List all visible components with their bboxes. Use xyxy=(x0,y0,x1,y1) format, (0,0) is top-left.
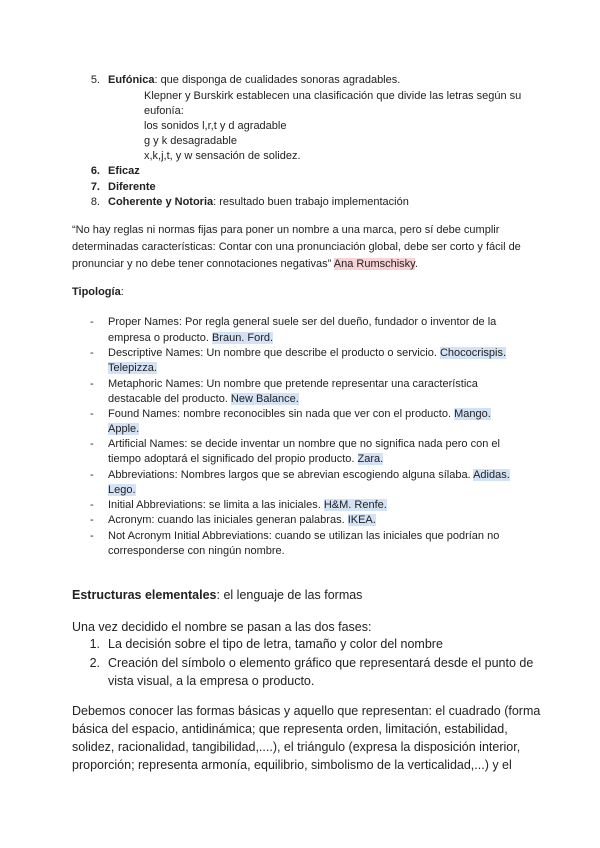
bullet-dash: - xyxy=(90,438,94,450)
type-line: Found Names: nombre reconocibles sin nada que ver con el producto. Mango. xyxy=(108,408,491,420)
type-examples: Mango. xyxy=(454,408,491,420)
type-examples: H&M. Renfe. xyxy=(323,499,387,511)
term: Coherente y Notoria xyxy=(108,196,214,208)
type-examples: Braun. Ford. xyxy=(211,332,274,344)
type-examples: Zara. xyxy=(357,453,384,465)
quote-line: “No hay reglas ni normas fijas para poner un nombre a una marca, pero sí debe cumplir xyxy=(72,224,500,236)
section-subtitle: : el lenguaje de las formas xyxy=(216,588,363,602)
type-examples: Adidas. xyxy=(473,469,510,481)
type-examples: Chococrispis. xyxy=(439,347,507,359)
paragraph-line: proporción; representa armonía, equilibrio, simbolismo de la verticalidad,...) y el xyxy=(72,758,512,772)
list-number: 1. xyxy=(89,637,100,651)
type-examples: Apple. xyxy=(108,423,140,435)
list-item-coherente xyxy=(108,194,409,210)
quote-end: . xyxy=(414,258,418,270)
sub-line: eufonía: xyxy=(144,105,184,117)
bullet-dash: - xyxy=(90,499,94,511)
term: Eufónica xyxy=(108,74,155,86)
paragraph-line: solidez, racionalidad, tangibilidad,....), el triángulo (expresa la disposición interior, xyxy=(72,740,521,754)
list-number: 6. xyxy=(90,165,100,177)
quote-line xyxy=(72,256,418,272)
paragraph-line: Debemos conocer las formas básicas y aquello que representan: el cuadrado (forma xyxy=(72,704,541,718)
paragraph-line: básica del espacio, antidinámica; que representa orden, limitación, estabilidad, xyxy=(72,722,508,736)
term: Diferente xyxy=(108,181,156,193)
type-line: Initial Abbreviations: se limita a las iniciales. H&M. Renfe. xyxy=(108,499,387,511)
sub-line: los sonidos l,r,t y d agradable xyxy=(144,120,287,132)
type-line: Not Acronym Initial Abbreviations: cuando se utilizan las iniciales que podrían no xyxy=(108,530,500,542)
section-title: Estructuras elementales xyxy=(72,588,217,602)
quote-line: determinadas características: Contar con una pronunciación global, debe ser corto y fácil de xyxy=(72,241,521,253)
list-item-eufonica xyxy=(108,72,400,88)
sub-line: g y k desagradable xyxy=(144,135,237,147)
type-examples: Lego. xyxy=(108,484,136,496)
phases-intro: Una vez decidido el nombre se pasan a las dos fases: xyxy=(72,620,372,634)
phase-line: vista visual, a la empresa o producto. xyxy=(108,674,315,688)
bullet-dash: - xyxy=(90,469,94,481)
phase-line: La decisión sobre el tipo de letra, tamaño y color del nombre xyxy=(108,637,443,651)
type-line: empresa o producto. Braun. Ford. xyxy=(108,332,274,344)
tipologia-heading xyxy=(72,284,124,300)
bullet-dash: - xyxy=(90,530,94,542)
bullet-dash: - xyxy=(90,408,94,420)
phase-line: Creación del símbolo o elemento gráfico que representará desde el punto de xyxy=(108,656,534,670)
type-line xyxy=(108,482,136,498)
bullet-dash: - xyxy=(90,514,94,526)
type-line: Artificial Names: se decide inventar un nombre que no significa nada pero con el xyxy=(108,438,500,450)
list-number: 7. xyxy=(90,181,100,193)
heading-text: Tipología xyxy=(72,286,121,298)
list-number: 5. xyxy=(90,74,100,86)
bullet-dash: - xyxy=(90,316,94,328)
definition: : que disponga de cualidades sonoras agradables. xyxy=(154,74,401,86)
term: Eficaz xyxy=(108,165,140,177)
type-line xyxy=(108,421,139,437)
definition: : resultado buen trabajo implementación xyxy=(213,196,409,208)
heading-colon: : xyxy=(120,286,124,298)
type-examples: Telepizza. xyxy=(108,362,157,374)
type-line: Abbreviations: Nombres largos que se abrevian escogiendo alguna sílaba. Adidas. xyxy=(108,469,510,481)
sub-line: x,k,j,t, y w sensación de solidez. xyxy=(144,150,301,162)
bullet-dash: - xyxy=(90,347,94,359)
type-line: tiempo adoptará el significado del propio producto. Zara. xyxy=(108,453,384,465)
type-examples: IKEA. xyxy=(347,514,376,526)
sub-line: Klepner y Burskirk establecen una clasificación que divide las letras según su xyxy=(144,90,522,102)
type-line xyxy=(108,360,157,376)
list-number: 8. xyxy=(90,196,100,208)
type-line: Acronym: cuando las iniciales generan palabras. IKEA. xyxy=(108,514,376,526)
list-item-eficaz xyxy=(108,163,140,179)
type-line: corresponderse con ningún nombre. xyxy=(108,545,285,557)
list-number: 2. xyxy=(89,656,100,670)
quote-text: pronunciar y no debe tener connotaciones negativas” xyxy=(72,258,332,270)
quote-author: Ana Rumschisky xyxy=(333,258,415,270)
type-line: Proper Names: Por regla general suele ser del dueño, fundador o inventor de la xyxy=(108,316,497,328)
section-heading xyxy=(72,586,362,605)
type-line: Metaphoric Names: Un nombre que pretende representar una característica xyxy=(108,378,478,390)
type-line: destacable del producto. New Balance. xyxy=(108,393,299,405)
list-item-diferente xyxy=(108,179,156,195)
type-examples: New Balance. xyxy=(230,393,299,405)
bullet-dash: - xyxy=(90,378,94,390)
type-line: Descriptive Names: Un nombre que describe el producto o servicio. Chococrispis. xyxy=(108,347,507,359)
